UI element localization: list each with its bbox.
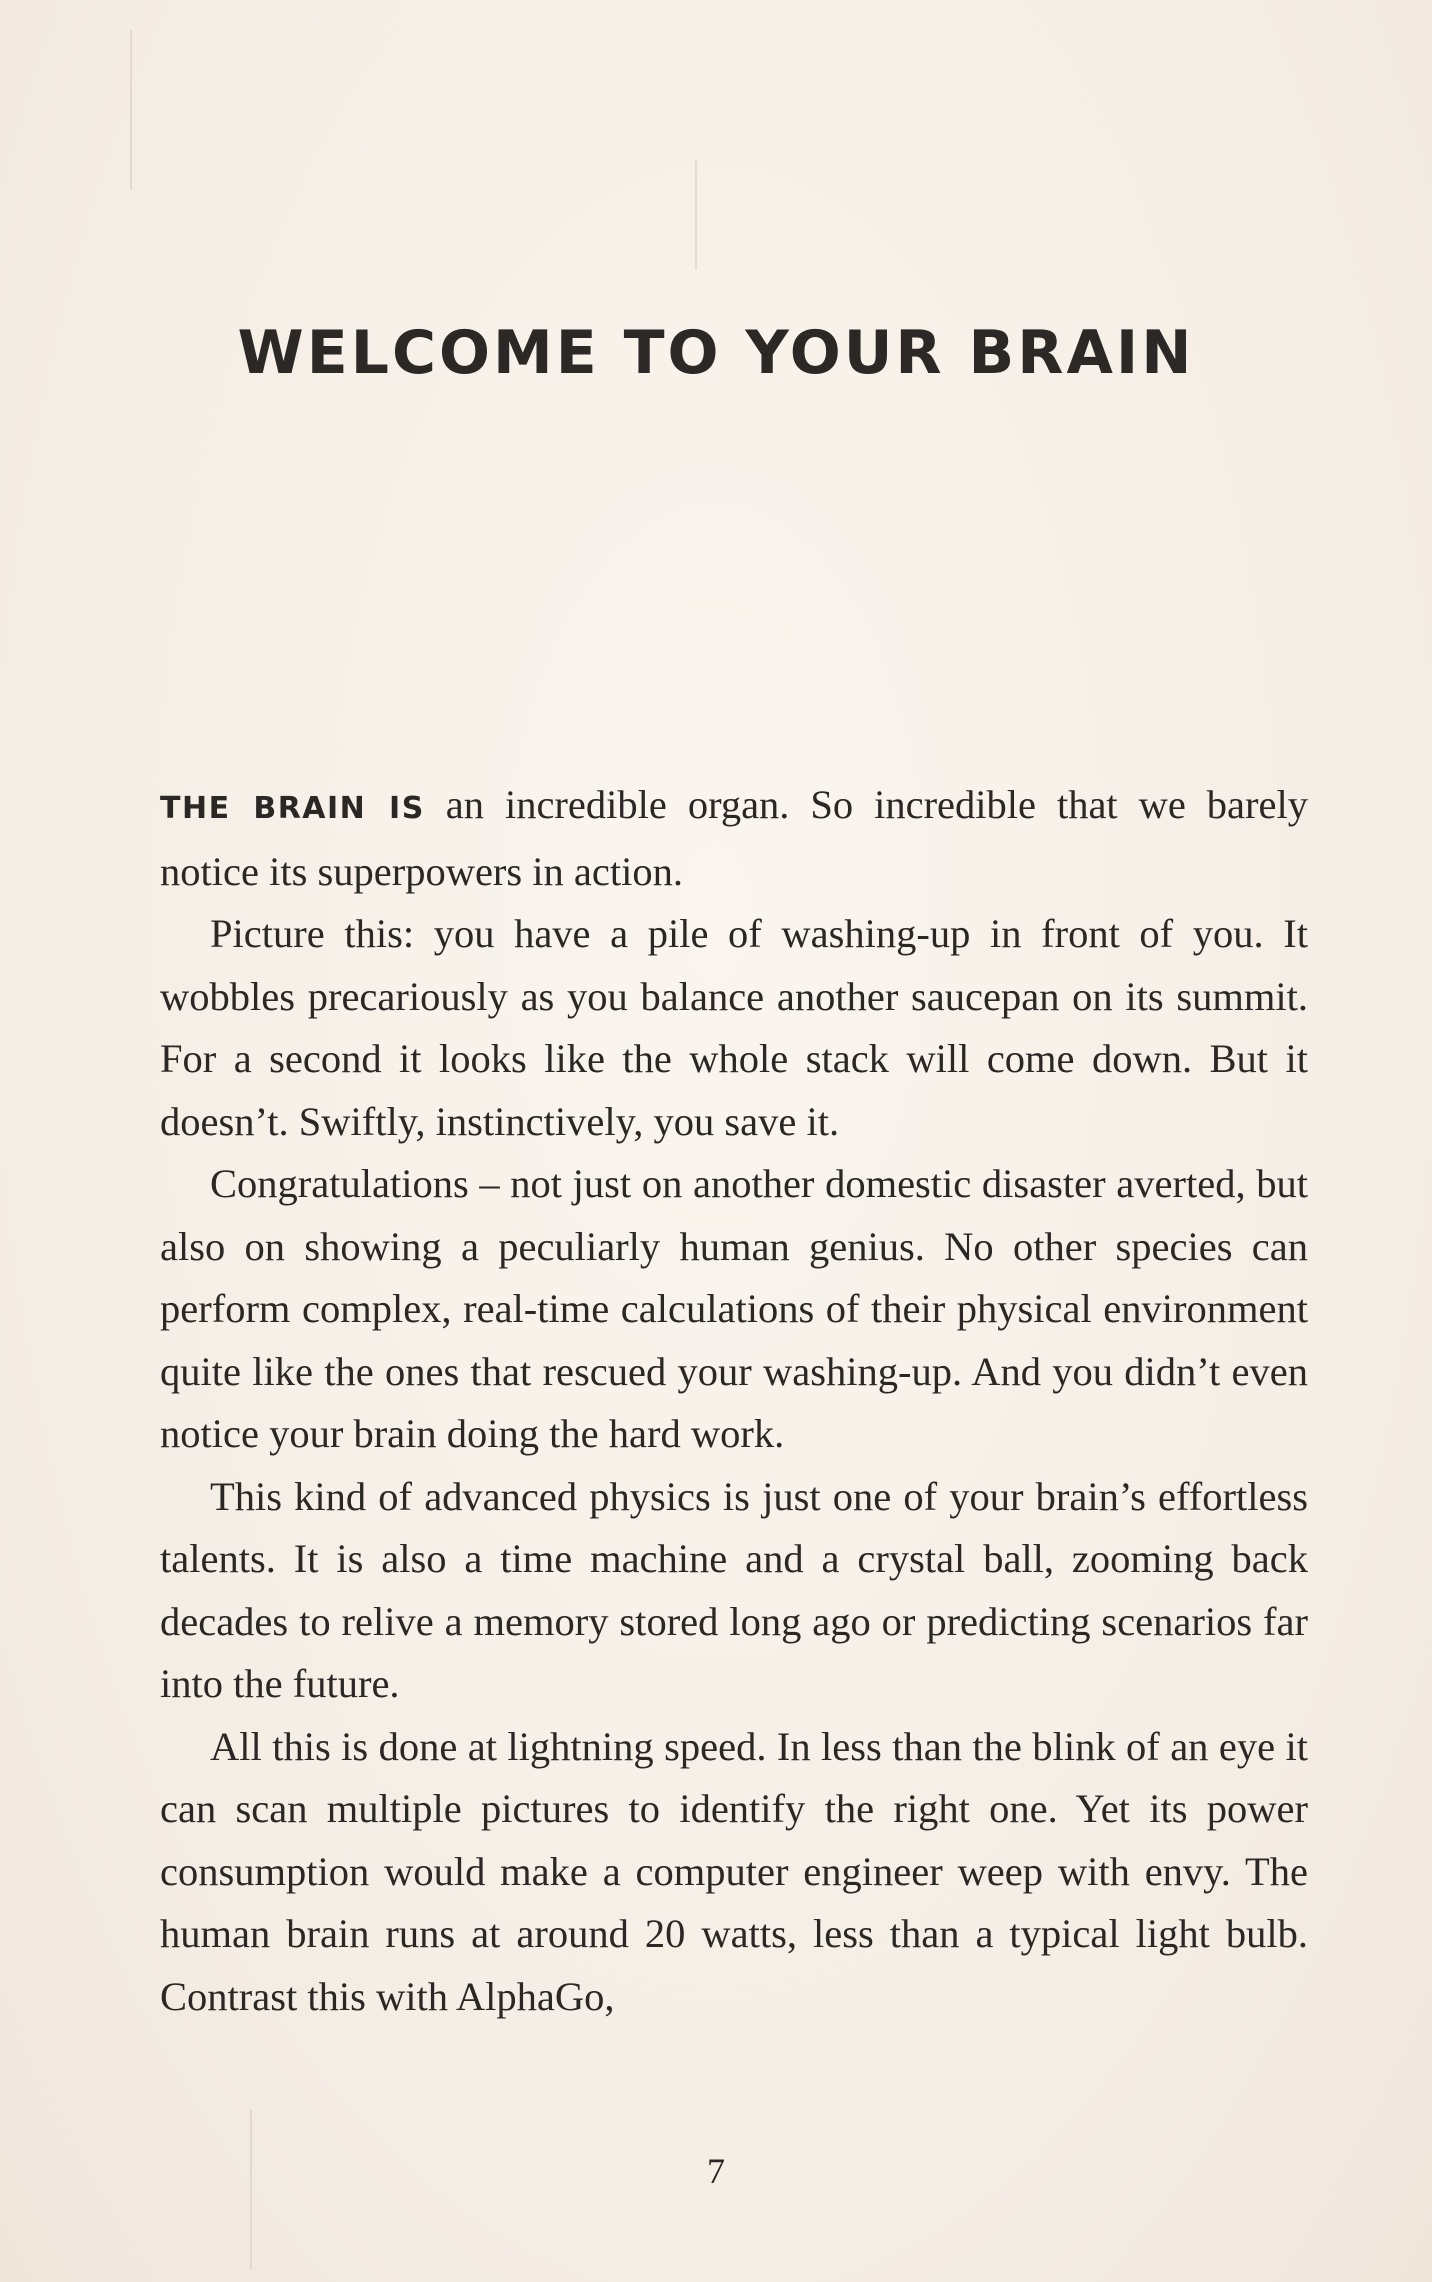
- page-number: 7: [707, 2151, 725, 2191]
- scan-artifact-line: [695, 160, 697, 270]
- paragraph-4: This kind of advanced physics is just one of your brain’s effortless talents. It is also a time machine and a crystal ball, zooming back decades to relive a memory stored long ago or predicting scenarios far into the future.: [160, 1473, 1308, 1706]
- paragraph-1: [160, 774, 1308, 903]
- lead-in: THE BRAIN IS: [160, 791, 425, 826]
- scan-artifact-line: [130, 30, 132, 190]
- paragraph-1-text: an incredible organ. So incredible that we barely notice its superpowers in action.: [160, 782, 1308, 894]
- body-text: [160, 774, 1308, 2028]
- chapter-title: WELCOME TO YOUR BRAIN: [237, 318, 1195, 388]
- paragraph-2: Picture this: you have a pile of washing-up in front of you. It wobbles precariously as you balance another saucepan on its summit. For a second it looks like the whole stack will come down. But it doesn’t. Swiftly, instinctively, you save it.: [160, 911, 1308, 1144]
- paragraph-5: All this is done at lightning speed. In less than the blink of an eye it can scan multiple pictures to identify the right one. Yet its power consumption would make a computer engineer weep with envy. The human brain runs at around 20 watts, less than a typical light bulb. Contrast this with AlphaGo,: [160, 1723, 1308, 2019]
- paragraph-3: Congratulations – not just on another domestic disaster averted, but also on showing a peculiarly human genius. No other species can perform complex, real-time calculations of their physical environment quite like the ones that rescued your washing-up. And you didn’t even notice your brain doing the hard work.: [160, 1161, 1308, 1456]
